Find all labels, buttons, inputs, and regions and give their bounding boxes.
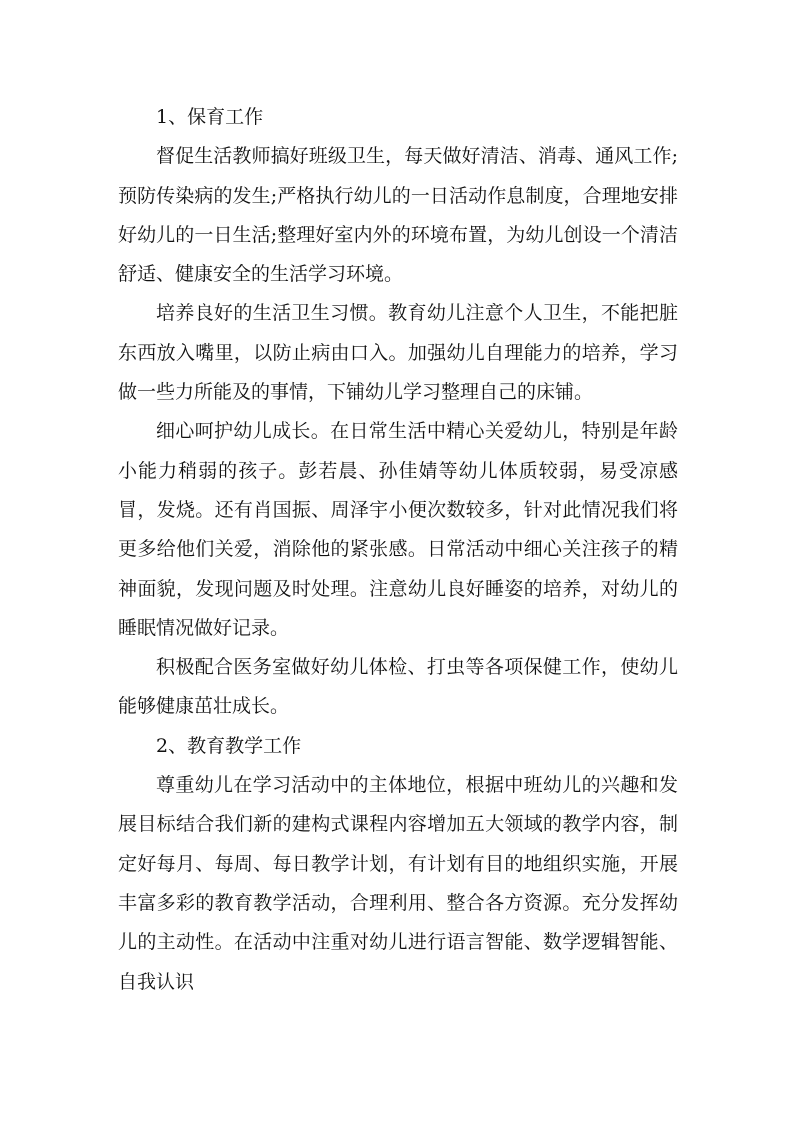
- paragraph: 培养良好的生活卫生习惯。教育幼儿注意个人卫生，不能把脏东西放入嘴里，以防止病由口入。加强幼儿自理能力的培养，学习做一些力所能及的事情，下铺幼儿学习整理自己的床铺。: [118, 302, 678, 404]
- paragraph: 积极配合医务室做好幼儿体检、打虫等各项保健工作，使幼儿能够健康茁壮成长。: [118, 656, 678, 718]
- section-heading-childcare: 1、保育工作: [156, 106, 264, 128]
- section-heading-teaching: 2、教育教学工作: [156, 734, 302, 757]
- paragraph: 督促生活教师搞好班级卫生，每天做好清洁、消毒、通风工作;预防传染病的发生;严格执行幼儿的一日活动作息制度，合理地安排好幼儿的一日生活;整理好室内外的环境布置，为幼儿创设一个清洁舒适、健康安全的生活学习环境。: [118, 145, 678, 286]
- paragraph: 细心呵护幼儿成长。在日常生活中精心关爱幼儿，特别是年龄小能力稍弱的孩子。彭若晨、孙佳婧等幼儿体质较弱，易受凉感冒，发烧。还有肖国振、周泽宇小便次数较多，针对此情况我们将更多给他们关爱，消除他的紧张感。日常活动中细心关注孩子的精神面貌，发现问题及时处理。注意幼儿良好睡姿的培养，对幼儿的睡眠情况做好记录。: [118, 420, 678, 639]
- document-body: [118, 98, 678, 1002]
- paragraph: 尊重幼儿在学习活动中的主体地位，根据中班幼儿的兴趣和发展目标结合我们新的建构式课程内容增加五大领域的教学内容，制定好每月、每周、每日教学计划，有计划有目的地组织实施，开展丰富多彩的教育教学活动，合理利用、整合各方资源。充分发挥幼儿的主动性。在活动中注重对幼儿进行语言智能、数学逻辑智能、自我认识: [118, 774, 678, 993]
